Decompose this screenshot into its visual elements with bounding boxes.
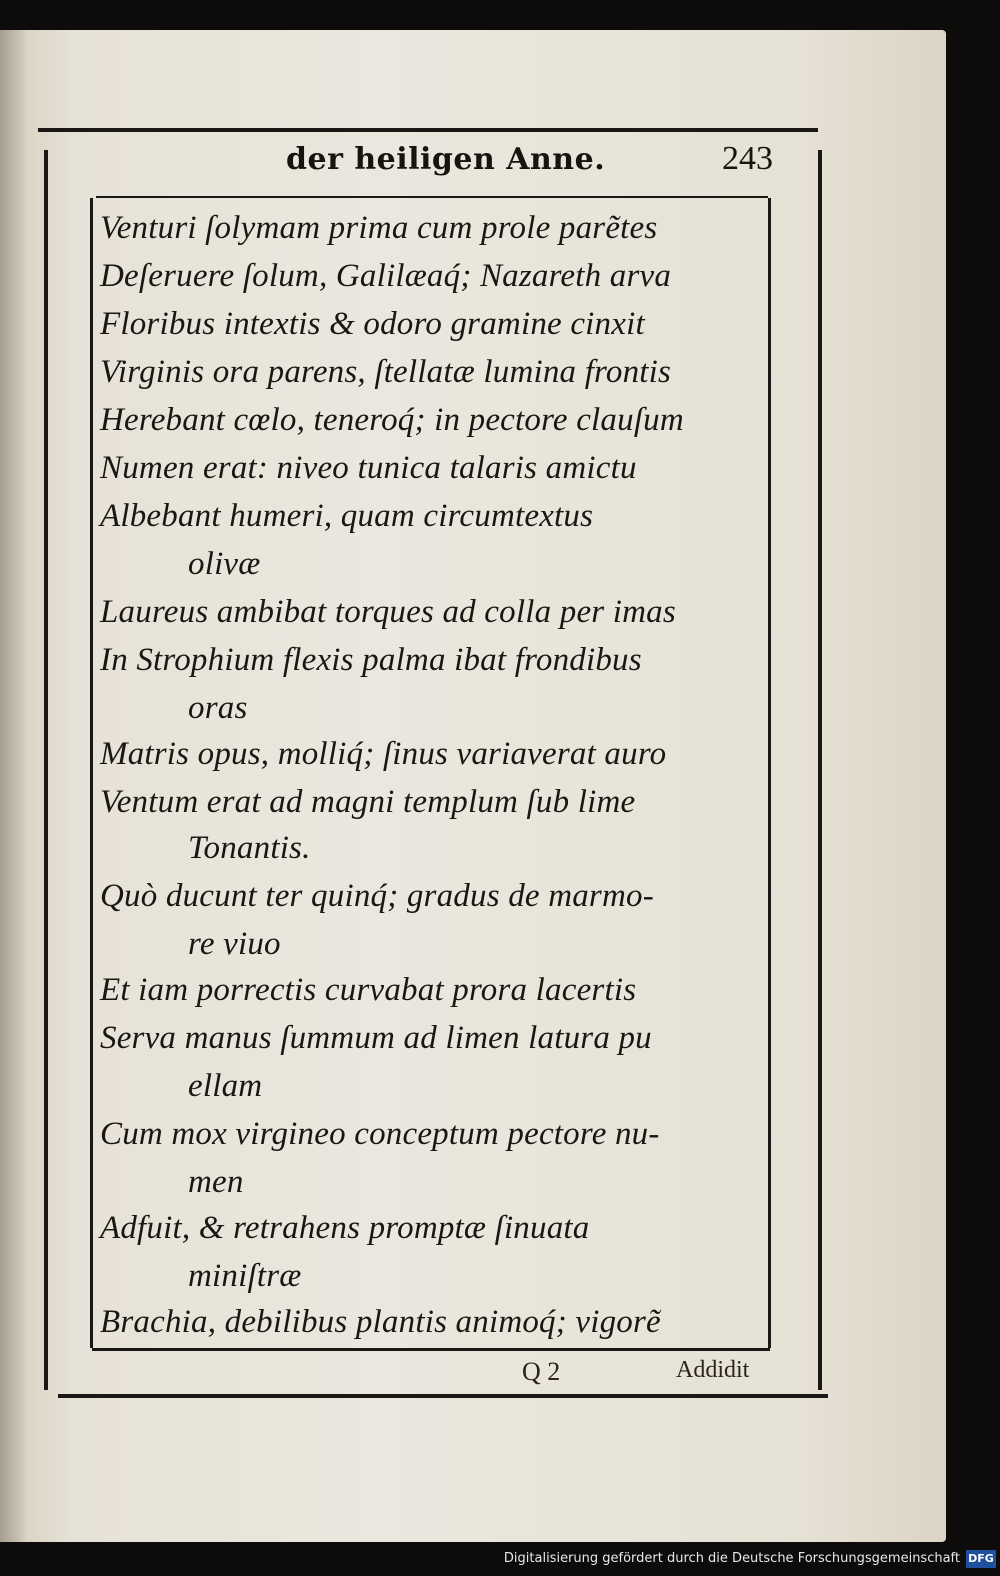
verse-continuation: ellam bbox=[188, 1068, 263, 1104]
verse-line: Matris opus, molliq́; ſinus variaverat auro bbox=[100, 736, 667, 772]
verse-continuation: olivæ bbox=[188, 546, 261, 582]
verse-continuation: miniſtræ bbox=[188, 1258, 302, 1294]
left-outer-rule bbox=[44, 150, 48, 1390]
text-left-rule bbox=[90, 198, 93, 1348]
verse-line: Cum mox virgineo conceptum pectore nu- bbox=[100, 1116, 660, 1152]
running-title: der heiligen Anne. bbox=[286, 142, 606, 177]
verse-line: Et iam porrectis curvabat prora lacertis bbox=[100, 972, 637, 1008]
verse-continuation: Tonantis. bbox=[188, 830, 311, 866]
catchword: Addidit bbox=[676, 1357, 750, 1383]
verse-line: Brachia, debilibus plantis animoq́; vigorẽ bbox=[100, 1304, 661, 1340]
verse-line: Ventum erat ad magni templum ſub lime bbox=[100, 784, 636, 820]
verse-line: Deſeruere ſolum, Galilæaq́; Nazareth arva bbox=[100, 258, 672, 294]
right-outer-rule bbox=[818, 150, 822, 1390]
signature-mark: Q 2 bbox=[522, 1357, 561, 1386]
verse-line: Laureus ambibat torques ad colla per imas bbox=[100, 594, 676, 630]
verse-line: Serva manus ſummum ad limen latura pu bbox=[100, 1020, 652, 1056]
verse-line: Quò ducunt ter quinq́; gradus de marmo- bbox=[100, 878, 654, 914]
verse-line: Adfuit, & retrahens promptæ ſinuata bbox=[100, 1210, 590, 1246]
top-outer-rule bbox=[38, 128, 818, 132]
verse-continuation: re viuo bbox=[188, 926, 281, 962]
verse-continuation: oras bbox=[188, 690, 248, 726]
verse-line: Herebant cœlo, teneroq́; in pectore clauſum bbox=[100, 402, 684, 438]
bottom-outer-rule bbox=[58, 1394, 828, 1398]
dfg-logo: DFG bbox=[966, 1550, 996, 1568]
header-rule bbox=[96, 196, 768, 198]
page-number: 243 bbox=[722, 140, 773, 177]
verse-line: Numen erat: niveo tunica talaris amictu bbox=[100, 450, 637, 486]
funding-credit: Digitalisierung gefördert durch die Deutsche Forschungsgemeinschaft bbox=[503, 1551, 960, 1566]
verse-line: Floribus intextis & odoro gramine cinxit bbox=[100, 306, 645, 342]
text-bottom-rule bbox=[92, 1348, 770, 1351]
verse-line: In Strophium flexis palma ibat frondibus bbox=[100, 642, 642, 678]
verse-line: Venturi ſolymam prima cum prole parẽtes bbox=[100, 210, 658, 246]
verse-line: Albebant humeri, quam circumtextus bbox=[100, 498, 594, 534]
verse-continuation: men bbox=[188, 1164, 244, 1200]
verse-line: Virginis ora parens, ſtellatæ lumina frontis bbox=[100, 354, 672, 390]
